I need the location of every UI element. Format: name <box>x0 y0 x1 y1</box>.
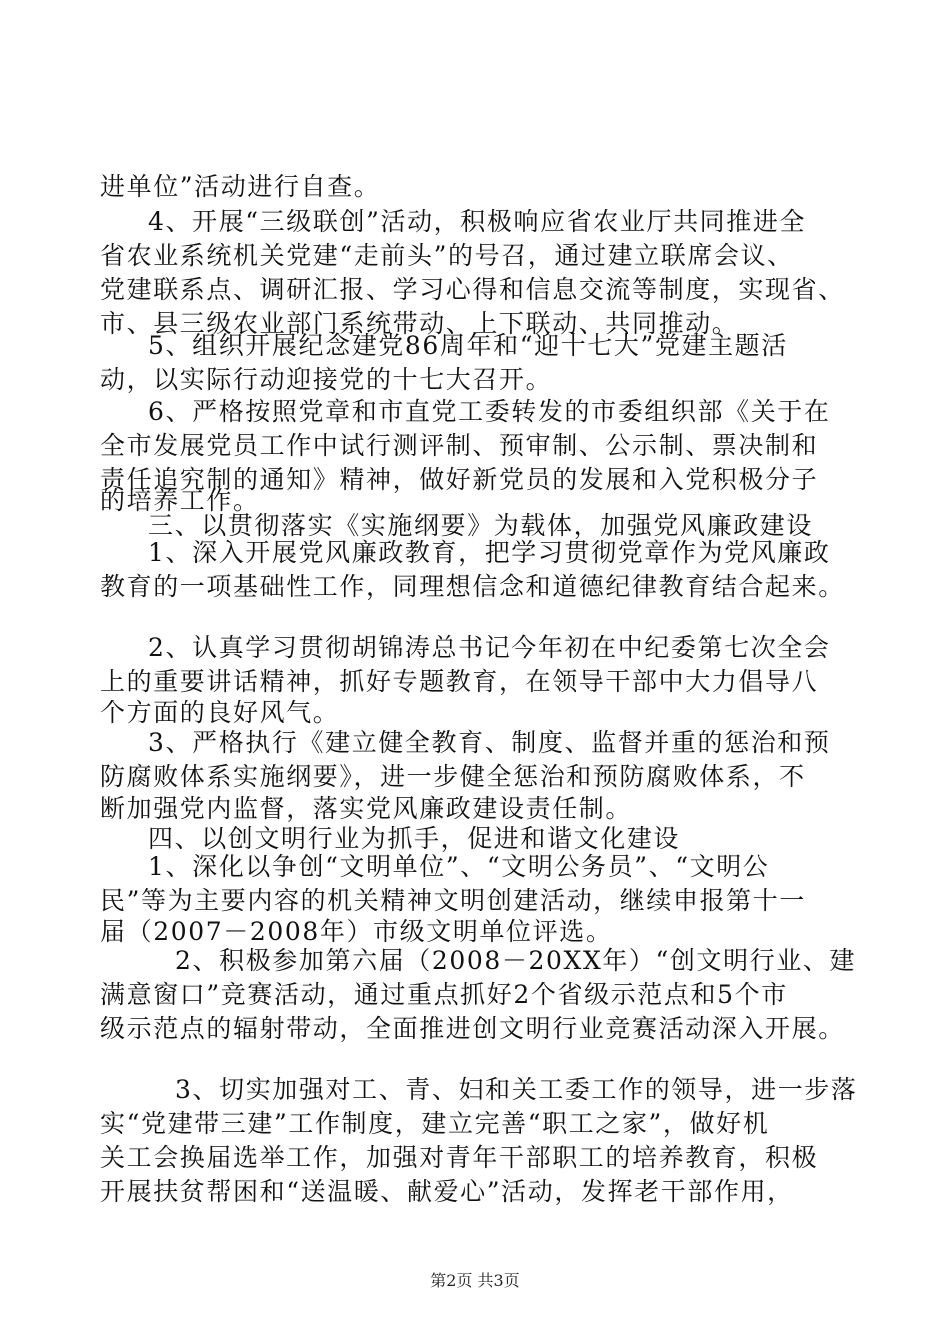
text-line: 全市发展党员工作中试行测评制、预审制、公示制、票决制和 <box>100 431 819 460</box>
text-line: 断加强党内监督，落实党风廉政建设责任制。 <box>100 794 633 823</box>
text-line: 的培养工作。 <box>100 486 260 515</box>
page-number-footer: 第2页 共3页 <box>430 1271 520 1290</box>
text-line: 3、切实加强对工、青、妇和关工委工作的领导，进一步落 <box>175 1075 858 1104</box>
text-line: 上的重要讲话精神，抓好专题教育，在领导干部中大力倡导八 <box>100 667 819 696</box>
text-line: 个方面的良好风气。 <box>100 698 340 727</box>
text-line: 动，以实际行动迎接党的十七大召开。 <box>100 365 553 394</box>
text-line: 级示范点的辐射带动，全面推进创文明行业竞赛活动深入开展。 <box>100 1014 845 1043</box>
text-line: 届（2007－2008年）市级文明单位评选。 <box>100 917 613 946</box>
text-line: 市、县三级农业部门系统带动、上下联动、共同推动。 <box>100 309 739 338</box>
text-line: 关工会换届选举工作，加强对青年干部职工的培养教育，积极 <box>100 1143 819 1172</box>
text-line: 2、认真学习贯彻胡锦涛总书记今年初在中纪委第七次全会 <box>148 633 831 662</box>
text-line: 防腐败体系实施纲要》，进一步健全惩治和预防腐败体系，不 <box>100 762 806 791</box>
text-line: 实“党建带三建”工作制度，建立完善“职工之家”，做好机 <box>100 1109 770 1138</box>
text-line: 民”等为主要内容的机关精神文明创建活动，继续申报第十一 <box>100 886 806 915</box>
text-line: 4、开展“三级联创”活动，积极响应省农业厅共同推进全 <box>148 207 807 236</box>
section-heading: 三、以贯彻落实《实施纲要》为载体，加强党风廉政建设 <box>148 511 814 540</box>
text-line: 开展扶贫帮困和“送温暖、献爱心”活动，发挥老干部作用， <box>100 1177 794 1206</box>
text-line: 5、组织开展纪念建党86周年和“迎十七大”党建主题活 <box>148 331 788 360</box>
text-line: 党建联系点、调研汇报、学习心得和信息交流等制度，实现省、 <box>100 275 845 304</box>
text-line: 教育的一项基础性工作，同理想信念和道德纪律教育结合起来。 <box>100 572 845 601</box>
text-line: 1、深入开展党风廉政教育，把学习贯彻党章作为党风廉政 <box>148 538 831 567</box>
text-line: 6、严格按照党章和市直党工委转发的市委组织部《关于在 <box>148 397 831 426</box>
text-line: 2、积极参加第六届（2008－20XX年）“创文明行业、建 <box>175 946 857 975</box>
text-line: 责任追究制的通知》精神，做好新党员的发展和入党积极分子 <box>100 465 819 494</box>
text-line: 1、深化以争创“文明单位”、“文明公务员”、“文明公 <box>148 852 770 881</box>
section-heading: 四、以创文明行业为抓手，促进和谐文化建设 <box>148 824 681 853</box>
text-line: 进单位”活动进行自查。 <box>100 172 381 201</box>
text-line: 省农业系统机关党建“走前头”的号召，通过建立联席会议、 <box>100 241 794 270</box>
text-line: 满意窗口”竞赛活动，通过重点抓好2个省级示范点和5个市 <box>100 980 788 1009</box>
text-line: 3、严格执行《建立健全教育、制度、监督并重的惩治和预 <box>148 728 831 757</box>
